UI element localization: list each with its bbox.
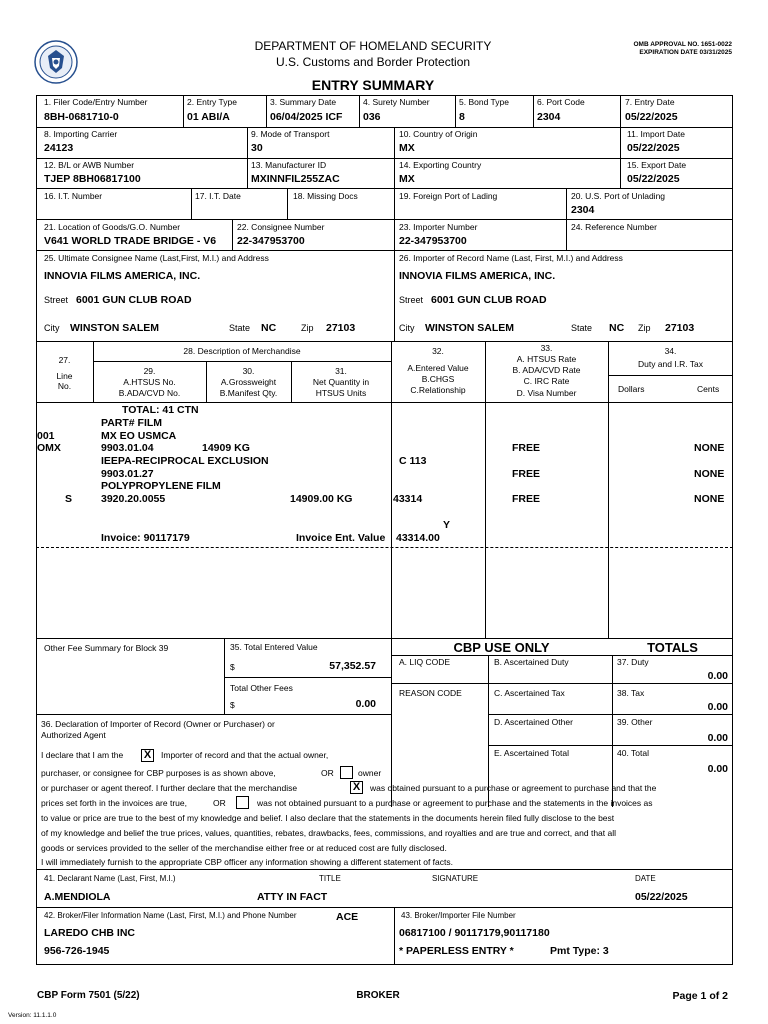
missing-docs-label: 18. Missing Docs xyxy=(293,191,358,201)
export-date-label: 15. Export Date xyxy=(627,160,687,170)
consignee-city-label: City xyxy=(44,323,60,333)
spi-indicator: S xyxy=(65,493,73,505)
port-code-label: 6. Port Code xyxy=(537,97,585,107)
form-number: CBP Form 7501 (5/22) xyxy=(37,990,140,1001)
consignee-name: INNOVIA FILMS AMERICA, INC. xyxy=(44,270,201,282)
col29-num: 29. xyxy=(143,366,156,376)
declaration-line-1b: Importer of record and that the actual owner, xyxy=(161,750,329,760)
htsus-line-1: 9903.01.04 xyxy=(101,442,154,454)
broker-info-label: 42. Broker/Filer Information Name (Last, First, M.I.) and Phone Number xyxy=(44,911,297,920)
broker-file-number: 06817100 / 90117179,90117180 xyxy=(399,927,550,939)
importing-carrier-label: 8. Importing Carrier xyxy=(44,129,118,139)
declaration-line-7: goods or services provided to the seller of the merchandise either free or at reduced cost are fully disclosed. xyxy=(41,843,447,853)
manufacturer-id-label: 13. Manufacturer ID xyxy=(251,160,327,170)
declaration-line-2: purchaser, or consignee for CBP purposes is as shown above, xyxy=(41,768,276,778)
surety-number-value: 036 xyxy=(363,111,381,123)
rate-free-2: FREE xyxy=(512,468,541,480)
duty-none-3: NONE xyxy=(694,493,725,505)
consignee-state-label: State xyxy=(229,323,251,333)
declaration-line-3b: was obtained pursuant to a purchase or agreement to purchase and that the xyxy=(370,783,657,793)
net-quantity: 14909.00 KG xyxy=(290,493,353,505)
col27-num: 27. xyxy=(58,355,71,365)
declaration-line-4b: was not obtained pursuant to a purchase or agreement to purchase and the statements in the invoices as xyxy=(257,798,653,808)
ascertained-total-label: E. Ascertained Total xyxy=(494,748,569,758)
country-origin-label: 10. Country of Origin xyxy=(399,129,478,139)
importer-zip-label: Zip xyxy=(638,323,651,333)
bl-awb-label: 12. B/L or AWB Number xyxy=(44,160,135,170)
location-goods-value: V641 WORLD TRADE BRIDGE - V6 xyxy=(44,235,217,247)
form-title: ENTRY SUMMARY xyxy=(311,77,435,93)
ieepa-description: IEEPA-RECIPROCAL EXCLUSION xyxy=(101,455,269,467)
declaration-line-3a: or purchaser or agent thereof. I further declare that the merchandise xyxy=(41,783,298,793)
importer-number-value: 22-347953700 xyxy=(399,235,467,247)
copy-designation: BROKER xyxy=(356,990,400,1001)
total-other-fees: 0.00 xyxy=(355,698,376,710)
duty-total-value: 0.00 xyxy=(707,670,728,682)
htsus-line-2: 9903.01.27 xyxy=(101,468,154,480)
it-number-label: 16. I.T. Number xyxy=(44,191,103,201)
declaration-owner: owner xyxy=(358,768,382,778)
charges-value: C 113 xyxy=(399,455,427,467)
export-date-value: 05/22/2025 xyxy=(627,173,680,185)
paperless-entry: * PAPERLESS ENTRY * xyxy=(399,945,514,957)
surety-number-label: 4. Surety Number xyxy=(363,97,430,107)
other-total-label: 39. Other xyxy=(617,717,653,727)
ascertained-other-label: D. Ascertained Other xyxy=(494,717,573,727)
reason-code-label: REASON CODE xyxy=(399,688,462,698)
manufacturer-id-value: MXINNFIL255ZAC xyxy=(251,173,340,185)
col29-htsus: A.HTSUS No. xyxy=(123,377,176,387)
entry-type-label: 2. Entry Type xyxy=(187,97,237,107)
consignee-zip-label: Zip xyxy=(301,323,314,333)
importer-label: 26. Importer of Record Name (Last, First, M.I.) and Address xyxy=(399,253,623,263)
reference-number-label: 24. Reference Number xyxy=(571,222,657,232)
declaration-heading: 36. Declaration of Importer of Record (Owner or Purchaser) or xyxy=(41,719,275,729)
col31-netqty: Net Quantity in xyxy=(312,377,370,387)
consignee-number-value: 22-347953700 xyxy=(237,235,305,247)
col30-num: 30. xyxy=(242,366,255,376)
col28-header: 28. Description of Merchandise xyxy=(183,346,301,356)
liq-code-label: A. LIQ CODE xyxy=(399,657,451,667)
dhs-seal xyxy=(34,40,78,84)
mode-transport-label: 9. Mode of Transport xyxy=(251,129,330,139)
consignee-city: WINSTON SALEM xyxy=(70,322,160,334)
declarant-name-label: 41. Declarant Name (Last, First, M.I.) xyxy=(44,874,176,883)
not-purchase-checkbox[interactable] xyxy=(236,796,249,809)
col33-irc-rate: C. IRC Rate xyxy=(523,376,570,386)
importer-zip: 27103 xyxy=(665,322,695,334)
location-goods-label: 21. Location of Goods/G.O. Number xyxy=(44,222,181,232)
import-date-label: 11. Import Date xyxy=(627,129,685,139)
invoice-number: Invoice: 90117179 xyxy=(101,532,190,544)
total-cartons: TOTAL: 41 CTN xyxy=(122,404,199,416)
htsus-line-3: 3920.20.0055 xyxy=(101,493,166,505)
country-origin-value: MX xyxy=(399,142,415,154)
col34-dollars: Dollars xyxy=(618,384,645,394)
consignee-zip: 27103 xyxy=(326,322,356,334)
col30-gross: A.Grossweight xyxy=(220,377,277,387)
filer-code-label: 1. Filer Code/Entry Number xyxy=(44,97,148,107)
declaration-line-5: to value or price are true to the best of my knowledge and belief. I also declare that the statements in the documents herein filed fully disclose to the best xyxy=(41,813,615,823)
importer-street-label: Street xyxy=(399,295,424,305)
col31-num: 31. xyxy=(335,366,347,376)
col33-htsus-rate: A. HTSUS Rate xyxy=(516,354,577,364)
foreign-port-label: 19. Foreign Port of Lading xyxy=(399,191,498,201)
ascertained-duty-label: B. Ascertained Duty xyxy=(494,657,569,667)
importer-city: WINSTON SALEM xyxy=(425,322,515,334)
broker-phone: 956-726-1945 xyxy=(44,945,110,957)
importer-number-label: 23. Importer Number xyxy=(399,222,478,232)
importer-state-label: State xyxy=(571,323,593,333)
expiration-date: EXPIRATION DATE 03/31/2025 xyxy=(639,49,732,56)
col34-cents: Cents xyxy=(697,384,720,394)
agency-title: U.S. Customs and Border Protection xyxy=(275,55,471,69)
total-entered-value-label: 35. Total Entered Value xyxy=(230,642,318,652)
other-total-value: 0.00 xyxy=(707,732,728,744)
duty-none-2: NONE xyxy=(694,468,725,480)
col33-visa: D. Visa Number xyxy=(516,388,577,398)
tax-total-label: 38. Tax xyxy=(617,688,645,698)
purchase-obtained-checkbox[interactable]: X xyxy=(350,781,363,794)
invoice-entered-value: 43314.00 xyxy=(396,532,440,544)
declaration-or-1: OR xyxy=(321,768,334,778)
col34-num: 34. xyxy=(664,346,677,356)
bond-type-label: 5. Bond Type xyxy=(459,97,509,107)
date-label: DATE xyxy=(635,874,656,883)
declaration-or-2: OR xyxy=(213,798,226,808)
grand-total-label: 40. Total xyxy=(617,748,649,758)
broker-file-label: 43. Broker/Importer File Number xyxy=(401,911,516,920)
invoice-entered-value-label: Invoice Ent. Value xyxy=(296,532,386,544)
importer-state: NC xyxy=(609,322,625,334)
summary-date-value: 06/04/2025 ICF xyxy=(270,111,343,123)
entry-type-value: 01 ABI/A xyxy=(187,111,230,123)
merchandise-description: POLYPROPYLENE FILM xyxy=(101,480,221,492)
col32-relationship: C.Relationship xyxy=(410,385,466,395)
rate-free-1: FREE xyxy=(512,442,541,454)
declaration-date: 05/22/2025 xyxy=(635,891,688,903)
omb-number: OMB APPROVAL NO. 1651-0022 xyxy=(633,41,732,48)
declarant-title: ATTY IN FACT xyxy=(257,891,328,903)
entry-date-label: 7. Entry Date xyxy=(625,97,675,107)
col30-manifest: B.Manifest Qty. xyxy=(219,388,278,398)
declarant-name: A.MENDIOLA xyxy=(44,891,111,903)
rate-free-3: FREE xyxy=(512,493,541,505)
importer-city-label: City xyxy=(399,323,415,333)
importer-name: INNOVIA FILMS AMERICA, INC. xyxy=(399,270,556,282)
col32-entered: A.Entered Value xyxy=(407,363,469,373)
omx-code: OMX xyxy=(37,442,61,454)
consignee-state: NC xyxy=(261,322,277,334)
declaration-line-1a: I declare that I am the xyxy=(41,750,124,760)
relationship-flag: Y xyxy=(443,519,451,531)
summary-date-label: 3. Summary Date xyxy=(270,97,337,107)
payment-type: Pmt Type: 3 xyxy=(550,945,609,957)
declaration-line-8: I will immediately furnish to the appropriate CBP officer any information showing a different statement of facts. xyxy=(41,857,453,867)
col27-line: Line xyxy=(56,371,73,381)
consignee-label: 25. Ultimate Consignee Name (Last,First, M.I.) and Address xyxy=(44,253,269,263)
line-number: 001 xyxy=(37,430,55,442)
declaration-line-4a: prices set forth in the invoices are true, xyxy=(41,798,187,808)
entered-value: 43314 xyxy=(393,493,423,505)
us-port-value: 2304 xyxy=(571,204,595,216)
bl-awb-value: TJEP 8BH06817100 xyxy=(44,173,141,185)
part-number: PART# FILM xyxy=(101,417,163,429)
consignee-street: 6001 GUN CLUB ROAD xyxy=(76,294,192,306)
col27-no: No. xyxy=(57,381,72,391)
page-number: Page 1 of 2 xyxy=(672,990,728,1002)
usmca-indicator: MX EO USMCA xyxy=(101,430,177,442)
gross-weight: 14909 KG xyxy=(202,442,250,454)
consignee-number-label: 22. Consignee Number xyxy=(237,222,325,232)
us-port-label: 20. U.S. Port of Unlading xyxy=(571,191,666,201)
total-other-fees-label: Total Other Fees xyxy=(230,683,293,693)
it-date-label: 17. I.T. Date xyxy=(195,191,241,201)
col33-num: 33. xyxy=(540,343,553,353)
title-label: TITLE xyxy=(319,874,341,883)
consignee-street-label: Street xyxy=(44,295,69,305)
exporting-country-value: MX xyxy=(399,173,415,185)
mode-transport-value: 30 xyxy=(251,142,263,154)
exporting-country-label: 14. Exporting Country xyxy=(399,160,482,170)
importing-carrier-value: 24123 xyxy=(44,142,74,154)
col29-adacvd: B.ADA/CVD No. xyxy=(118,388,181,398)
duty-none-1: NONE xyxy=(694,442,725,454)
col32-chgs: B.CHGS xyxy=(421,374,455,384)
tax-total-value: 0.00 xyxy=(707,701,728,713)
currency-symbol-1: $ xyxy=(230,662,235,672)
dept-title: DEPARTMENT OF HOMELAND SECURITY xyxy=(254,39,492,53)
owner-checkbox[interactable] xyxy=(340,766,353,779)
totals-heading: TOTALS xyxy=(647,640,698,655)
import-date-value: 05/22/2025 xyxy=(627,142,680,154)
col33-adacvd-rate: B. ADA/CVD Rate xyxy=(512,365,581,375)
col34-duty: Duty and I.R. Tax xyxy=(637,359,704,369)
version-number: Version: 11.1.1.0 xyxy=(8,1012,57,1019)
declaration-line-6: of my knowledge and belief the true prices, values, quantities, rebates, drawbacks, fees, commissions, and royalties and are true and correct, and that all xyxy=(41,828,616,838)
filer-code-value: 8BH-0681710-0 xyxy=(44,111,119,123)
bond-type-value: 8 xyxy=(459,111,465,123)
entry-date-value: 05/22/2025 xyxy=(625,111,678,123)
other-fee-summary-label: Other Fee Summary for Block 39 xyxy=(44,643,169,653)
cbp-use-only-heading: CBP USE ONLY xyxy=(453,640,550,655)
importer-street: 6001 GUN CLUB ROAD xyxy=(431,294,547,306)
currency-symbol-2: $ xyxy=(230,700,235,710)
grand-total-value: 0.00 xyxy=(707,763,728,775)
col32-num: 32. xyxy=(432,346,444,356)
importer-of-record-checkbox[interactable]: X xyxy=(141,749,154,762)
signature-label: SIGNATURE xyxy=(432,874,479,883)
ascertained-tax-label: C. Ascertained Tax xyxy=(494,688,565,698)
col31-units: HTSUS Units xyxy=(315,388,367,398)
broker-name: LAREDO CHB INC xyxy=(44,927,135,939)
declaration-heading-2: Authorized Agent xyxy=(41,730,106,740)
total-entered-value: 57,352.57 xyxy=(329,660,376,672)
port-code-value: 2304 xyxy=(537,111,561,123)
duty-total-label: 37. Duty xyxy=(617,657,649,667)
ace-indicator: ACE xyxy=(336,911,359,923)
